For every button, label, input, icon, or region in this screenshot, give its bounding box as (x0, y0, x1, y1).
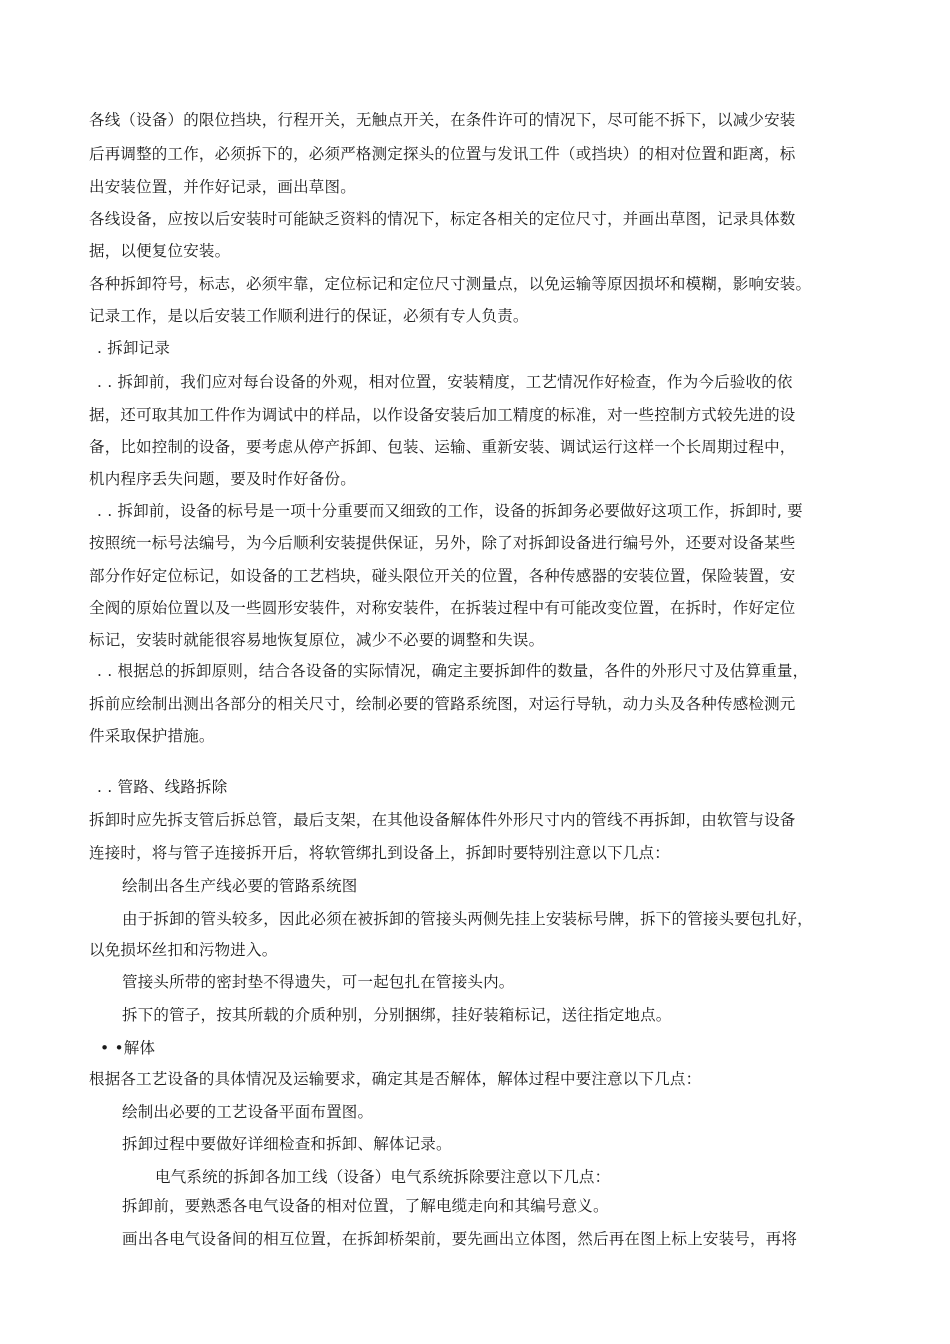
section-heading: • •解体 (100, 1039, 156, 1057)
list-item: 管接头所带的密封垫不得遗失，可一起包扎在管接头内。 (122, 973, 515, 991)
paragraph-line: 根据各工艺设备的具体情况及运输要求，确定其是否解体，解体过程中要注意以下几点： (89, 1070, 702, 1088)
list-item: 拆卸前，要熟悉各电气设备的相对位置，了解电缆走向和其编号意义。 (122, 1197, 609, 1215)
section-heading: 电气系统的拆卸各加工线（设备）电气系统拆除要注意以下几点： (155, 1168, 611, 1186)
paragraph-line: . . 根据总的拆卸原则，结合各设备的实际情况，确定主要拆卸件的数量，各件的外形尺寸及估算重量， (97, 662, 809, 680)
paragraph-line: 后再调整的工作，必须拆下的，必须严格测定探头的位置与发讯工件（或挡块）的相对位置和距离，标 (89, 145, 796, 163)
paragraph-line: 记录工作，是以后安装工作顺利进行的保证，必须有专人负责。 (89, 307, 529, 325)
paragraph-line: 按照统一标号法编号，为今后顺利安装提供保证，另外，除了对拆卸设备进行编号外，还要对设备某些 (89, 534, 796, 552)
paragraph-line: 以免损坏丝扣和污物进入。 (89, 941, 278, 959)
paragraph-line: 拆卸时应先拆支管后拆总管，最后支架，在其他设备解体件外形尺寸内的管线不再拆卸，由软管与设备 (89, 811, 796, 829)
list-item: 拆下的管子，按其所载的介质种别，分别捆绑，挂好装箱标记，送往指定地点。 (122, 1006, 672, 1024)
paragraph-line: 各线（设备）的限位挡块，行程开关，无触点开关，在条件许可的情况下，尽可能不拆下，以减少安装 (89, 111, 796, 129)
list-item: 由于拆卸的管头较多，因此必须在被拆卸的管接头两侧先挂上安装标号牌，拆下的管接头要包扎好， (122, 910, 813, 928)
list-item: 绘制出各生产线必要的管路系统图 (122, 877, 358, 895)
paragraph-line: 连接时，将与管子连接拆开后，将软管绑扎到设备上，拆卸时要特别注意以下几点： (89, 844, 670, 862)
section-heading: . . 管路、线路拆除 (97, 778, 228, 796)
paragraph-line: 拆前应绘制出测出各部分的相关尺寸，绘制必要的管路系统图，对运行导轨，动力头及各种传感检测元 (89, 695, 796, 713)
paragraph-line: . . 拆卸前，我们应对每台设备的外观，相对位置，安装精度，工艺情况作好检查，作为今后验收的依 (97, 373, 793, 391)
paragraph-line: 备，比如控制的设备，要考虑从停产拆卸、包装、运输、重新安装、调试运行这样一个长周期过程中， (89, 438, 796, 456)
list-item: 画出各电气设备间的相互位置，在拆卸桥架前，要先画出立体图，然后再在图上标上安装号，再将 (122, 1230, 798, 1248)
paragraph-line: 各种拆卸符号，标志，必须牢靠，定位标记和定位尺寸测量点，以免运输等原因损坏和模糊，影响安装。 (89, 275, 812, 293)
list-item: 拆卸过程中要做好详细检查和拆卸、解体记录。 (122, 1135, 452, 1153)
paragraph-line: 全阀的原始位置以及一些圆形安装件，对称安装件，在拆装过程中有可能改变位置，在拆时，作好定位 (89, 599, 796, 617)
paragraph-line: 各线设备，应按以后安装时可能缺乏资料的情况下，标定各相关的定位尺寸，并画出草图，记录具体数 (89, 210, 796, 228)
paragraph-line: 件采取保护措施。 (89, 727, 215, 745)
paragraph-line: 标记，安装时就能很容易地恢复原位，减少不必要的调整和失误。 (89, 631, 545, 649)
paragraph-line: 据，以便复位安装。 (89, 242, 231, 260)
paragraph-line: 部分作好定位标记，如设备的工艺档块，碰头限位开关的位置，各种传感器的安装位置，保险装置，安 (89, 567, 796, 585)
list-item: 绘制出必要的工艺设备平面布置图。 (122, 1103, 374, 1121)
paragraph-line: . . 拆卸前，设备的标号是一项十分重要而又细致的工作，设备的拆卸务必要做好这项工作，拆卸时, 要 (97, 502, 803, 520)
paragraph-line: 据，还可取其加工件作为调试中的样品，以作设备安装后加工精度的标准，对一些控制方式较先进的设 (89, 406, 796, 424)
paragraph-line: 出安装位置，并作好记录，画出草图。 (89, 178, 356, 196)
section-heading: . 拆卸记录 (97, 339, 171, 357)
paragraph-line: 机内程序丢失问题，要及时作好备份。 (89, 470, 356, 488)
